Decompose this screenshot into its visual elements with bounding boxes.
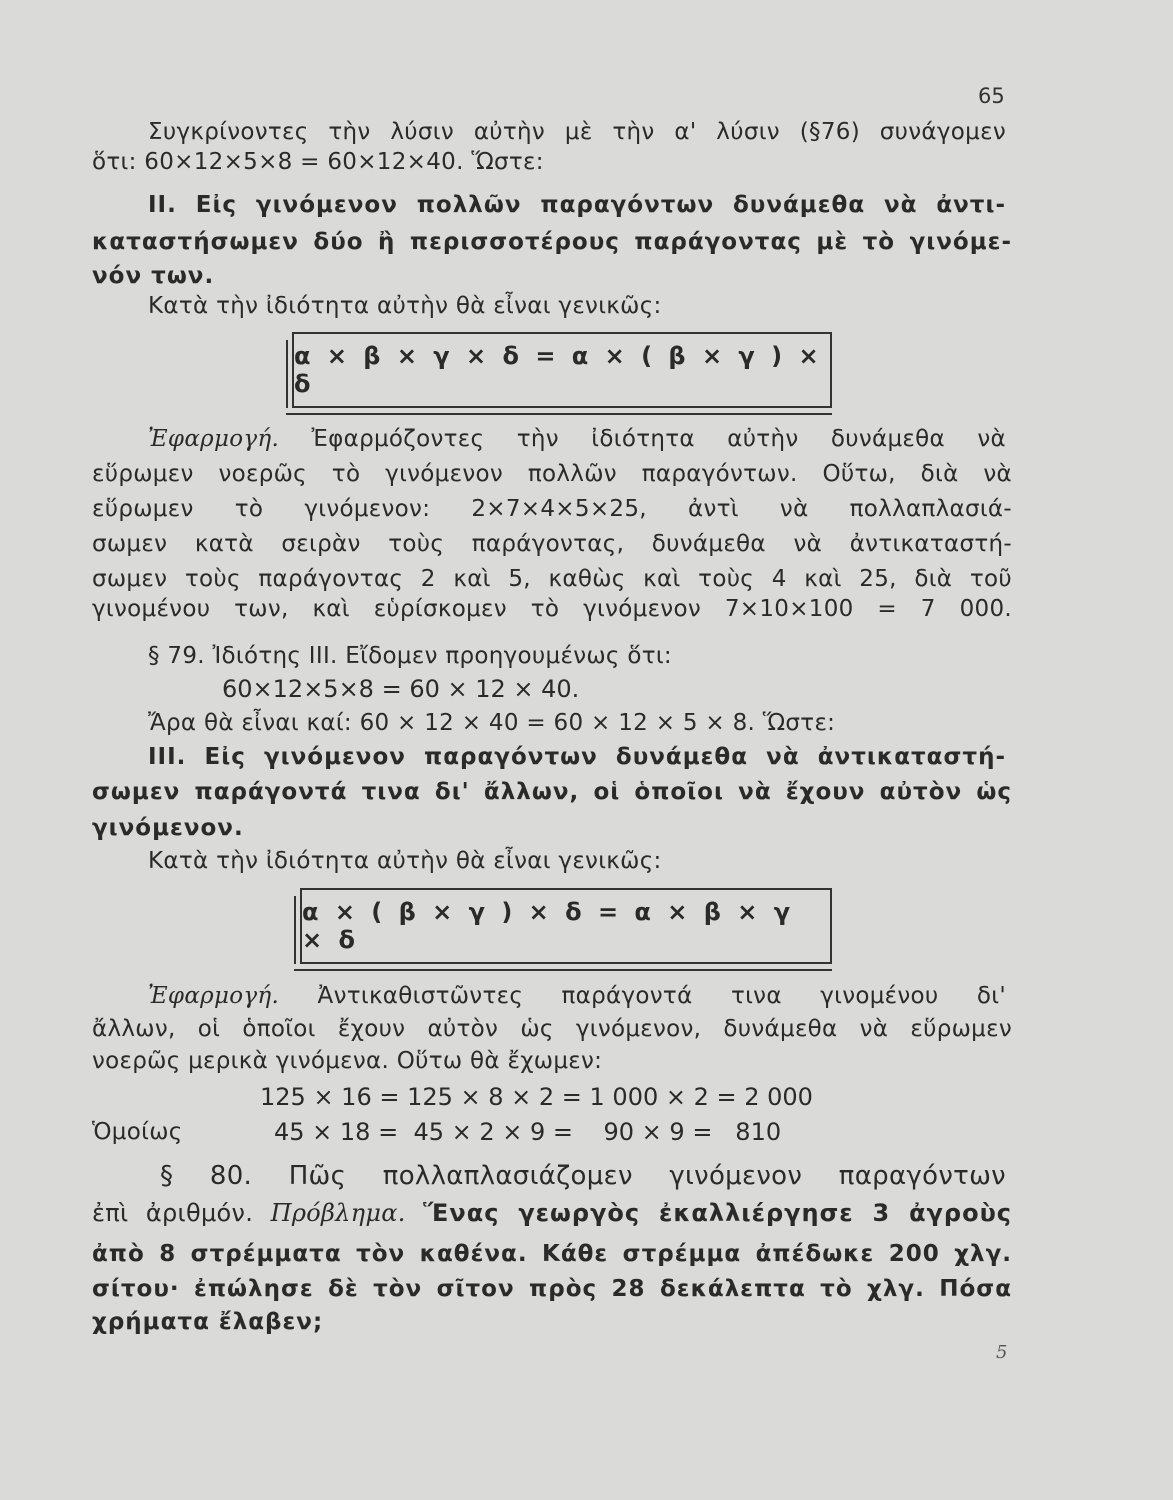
application-label: Ἐφαρμογή. xyxy=(148,983,280,1009)
text-line xyxy=(148,980,1006,1012)
text-line: εὕρωμεν τὸ γινόμενον: 2×7×4×5×25, ἀντὶ νὰ πολλαπλασιά- xyxy=(92,496,1012,522)
text-line: Ἄρα θὰ εἶναι καί: 60 × 12 × 40 = 60 × 12 × 5 × 8. Ὥστε: xyxy=(148,710,836,736)
property-line: II. Εἰς γινόμενον πολλῶν παραγόντων δυνάμεθα νὰ ἀντι- xyxy=(148,192,1006,218)
text-line: εὕρωμεν νοερῶς τὸ γινόμενον πολλῶν παραγόντων. Οὕτω, διὰ νὰ xyxy=(92,461,1012,487)
property-line: νόν των. xyxy=(92,263,215,289)
property-line: γινόμενον. xyxy=(92,815,244,841)
property-line: σωμεν παράγοντά τινα δι' ἄλλων, οἱ ὁποῖοι νὰ ἔχουν αὐτὸν ὡς xyxy=(92,779,1012,805)
section-heading xyxy=(92,1197,1012,1229)
problem-text: χρήματα ἔλαβεν; xyxy=(92,1309,324,1335)
text-line: Ὁμοίως xyxy=(92,1119,183,1145)
text-line: νοερῶς μερικὰ γινόμενα. Οὕτω θὰ ἔχωμεν: xyxy=(92,1048,603,1074)
text-line: σωμεν κατὰ σειρὰν τοὺς παράγοντας, δυνάμεθα νὰ ἀντικαταστή- xyxy=(92,531,1012,557)
page-number: 65 xyxy=(978,84,1005,108)
text-line: Κατὰ τὴν ἰδιότητα αὐτὴν θὰ εἶναι γενικῶς: xyxy=(148,848,662,874)
text-span: Ἐφαρμόζοντες τὴν ἰδιότητα αὐτὴν δυνάμεθα νὰ xyxy=(311,426,1006,452)
problem-label: Πρόβλημα. xyxy=(270,1199,406,1227)
equation: 45 × 18 = 45 × 2 × 9 = 90 × 9 = 810 xyxy=(274,1118,782,1146)
text-line: ἄλλων, οἱ ὁποῖοι ἔχουν αὐτὸν ὡς γινόμενον, δυνάμεθα νὰ εὕρωμεν xyxy=(92,1016,1012,1042)
text-line: γινομένου των, καὶ εὑρίσκομεν τὸ γινόμενον 7×10×100 = 7 000. xyxy=(92,596,1012,622)
problem-text: Ἕνας γεωργὸς ἐκαλλιέργησε 3 ἀγροὺς xyxy=(423,1199,1013,1227)
equation: 125 × 16 = 125 × 8 × 2 = 1 000 × 2 = 2 000 xyxy=(260,1083,813,1111)
equation: 60×12×5×8 = 60 × 12 × 40. xyxy=(222,675,580,703)
text-span: Ἀντικαθιστῶντες παράγοντά τινα γινομένου δι' xyxy=(317,983,1006,1009)
text-line: Συγκρίνοντες τὴν λύσιν αὐτὴν μὲ τὴν α' λύσιν (§76) συνάγομεν xyxy=(148,119,1006,145)
text-span: ἐπὶ ἀριθμόν. xyxy=(92,1199,254,1227)
section-heading: § 79. Ἰδιότης III. Εἴδομεν προηγουμένως ὅτι: xyxy=(148,643,672,669)
formula: α × ( β × γ ) × δ = α × β × γ × δ xyxy=(302,898,795,954)
signature-mark: 5 xyxy=(996,1342,1008,1363)
text-line: σωμεν τοὺς παράγοντας 2 καὶ 5, καθὼς καὶ τοὺς 4 καὶ 25, διὰ τοῦ xyxy=(92,566,1012,592)
text-line: ὅτι: 60×12×5×8 = 60×12×40. Ὥστε: xyxy=(92,149,544,175)
formula-box xyxy=(292,332,832,408)
problem-text: σίτου· ἐπώλησε δὲ τὸν σῖτον πρὸς 28 δεκάλεπτα τὸ χλγ. Πόσα xyxy=(92,1276,1012,1302)
property-line: III. Εἰς γινόμενον παραγόντων δυνάμεθα νὰ ἀντικαταστή- xyxy=(148,744,1006,770)
property-line: καταστήσωμεν δύο ἢ περισσοτέρους παράγοντας μὲ τὸ γινόμε- xyxy=(92,229,1012,255)
application-label: Ἐφαρμογή. xyxy=(148,426,280,452)
formula-box xyxy=(300,888,832,964)
problem-text: ἀπὸ 8 στρέμματα τὸν καθένα. Κάθε στρέμμα ἀπέδωκε 200 χλγ. xyxy=(92,1241,1012,1267)
text-line xyxy=(148,423,1006,455)
formula: α × β × γ × δ = α × ( β × γ ) × δ xyxy=(294,342,823,398)
text-line: Κατὰ τὴν ἰδιότητα αὐτὴν θὰ εἶναι γενικῶς: xyxy=(148,293,662,319)
section-heading: § 80. Πῶς πολλαπλασιάζομεν γινόμενον παραγόντων xyxy=(160,1161,1006,1191)
